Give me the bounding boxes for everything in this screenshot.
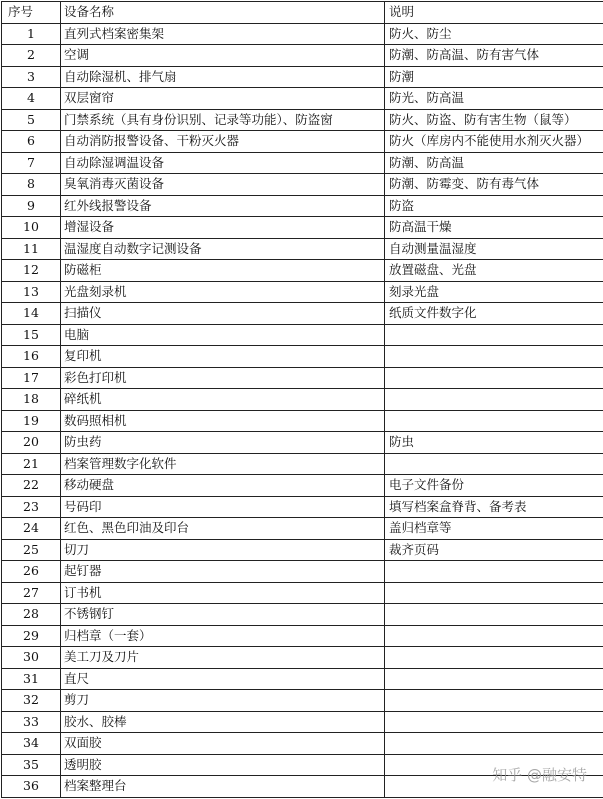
row-serial-number: 25 — [2, 539, 61, 561]
row-equipment-name: 直列式档案密集架 — [61, 23, 385, 45]
table-row — [2, 131, 603, 153]
table-row — [2, 690, 603, 712]
row-description: 盖归档章等 — [385, 518, 603, 540]
row-equipment-name: 防磁柜 — [61, 260, 385, 282]
row-description — [385, 561, 603, 583]
row-equipment-name: 直尺 — [61, 668, 385, 690]
row-description — [385, 668, 603, 690]
row-equipment-name: 胶水、胶棒 — [61, 711, 385, 733]
row-equipment-name: 自动除湿调温设备 — [61, 152, 385, 174]
row-equipment-name: 档案管理数字化软件 — [61, 453, 385, 475]
row-equipment-name: 美工刀及刀片 — [61, 647, 385, 669]
row-equipment-name: 不锈钢钉 — [61, 604, 385, 626]
table-row — [2, 45, 603, 67]
row-serial-number: 11 — [2, 238, 61, 260]
table-row — [2, 410, 603, 432]
row-description — [385, 410, 603, 432]
row-serial-number: 33 — [2, 711, 61, 733]
table-row — [2, 66, 603, 88]
row-equipment-name: 复印机 — [61, 346, 385, 368]
row-equipment-name: 剪刀 — [61, 690, 385, 712]
header-serial-number: 序号 — [2, 2, 61, 24]
row-serial-number: 6 — [2, 131, 61, 153]
row-serial-number: 34 — [2, 733, 61, 755]
table-row — [2, 561, 603, 583]
row-equipment-name: 扫描仪 — [61, 303, 385, 325]
row-description — [385, 733, 603, 755]
row-equipment-name: 自动消防报警设备、干粉灭火器 — [61, 131, 385, 153]
row-description — [385, 690, 603, 712]
row-description: 防火、防尘 — [385, 23, 603, 45]
row-equipment-name: 光盘刻录机 — [61, 281, 385, 303]
table-row — [2, 604, 603, 626]
table-row — [2, 195, 603, 217]
row-equipment-name: 红色、黑色印油及印台 — [61, 518, 385, 540]
row-description — [385, 582, 603, 604]
row-equipment-name: 双面胶 — [61, 733, 385, 755]
row-description: 防潮、防霉变、防有毒气体 — [385, 174, 603, 196]
row-serial-number: 13 — [2, 281, 61, 303]
table-row — [2, 453, 603, 475]
row-equipment-name: 归档章（一套） — [61, 625, 385, 647]
row-equipment-name: 切刀 — [61, 539, 385, 561]
row-description: 电子文件备份 — [385, 475, 603, 497]
row-serial-number: 36 — [2, 776, 61, 798]
row-equipment-name: 空调 — [61, 45, 385, 67]
row-serial-number: 15 — [2, 324, 61, 346]
row-description: 自动测量温湿度 — [385, 238, 603, 260]
row-serial-number: 3 — [2, 66, 61, 88]
table-row — [2, 432, 603, 454]
header-equipment-name: 设备名称 — [61, 2, 385, 24]
row-description — [385, 324, 603, 346]
row-description — [385, 647, 603, 669]
row-description — [385, 367, 603, 389]
row-equipment-name: 门禁系统（具有身份识别、记录等功能）、防盗窗 — [61, 109, 385, 131]
row-equipment-name: 起钉器 — [61, 561, 385, 583]
row-description: 填写档案盒脊背、备考表 — [385, 496, 603, 518]
row-serial-number: 10 — [2, 217, 61, 239]
row-serial-number: 28 — [2, 604, 61, 626]
row-description: 刻录光盘 — [385, 281, 603, 303]
row-serial-number: 8 — [2, 174, 61, 196]
table-row — [2, 582, 603, 604]
row-serial-number: 30 — [2, 647, 61, 669]
row-equipment-name: 透明胶 — [61, 754, 385, 776]
row-description — [385, 625, 603, 647]
table-row — [2, 496, 603, 518]
table-row — [2, 109, 603, 131]
table-row — [2, 152, 603, 174]
row-description: 防火（库房内不能使用水剂灭火器） — [385, 131, 603, 153]
table-row — [2, 668, 603, 690]
row-equipment-name: 碎纸机 — [61, 389, 385, 411]
row-serial-number: 27 — [2, 582, 61, 604]
table-row — [2, 238, 603, 260]
row-serial-number: 29 — [2, 625, 61, 647]
row-serial-number: 17 — [2, 367, 61, 389]
row-equipment-name: 号码印 — [61, 496, 385, 518]
row-description: 防潮 — [385, 66, 603, 88]
row-serial-number: 4 — [2, 88, 61, 110]
row-description: 放置磁盘、光盘 — [385, 260, 603, 282]
table-row — [2, 303, 603, 325]
row-description: 防虫 — [385, 432, 603, 454]
table-row — [2, 389, 603, 411]
row-serial-number: 9 — [2, 195, 61, 217]
row-serial-number: 16 — [2, 346, 61, 368]
row-description: 裁齐页码 — [385, 539, 603, 561]
row-serial-number: 7 — [2, 152, 61, 174]
row-serial-number: 21 — [2, 453, 61, 475]
table-row — [2, 88, 603, 110]
row-equipment-name: 温湿度自动数字记测设备 — [61, 238, 385, 260]
row-description: 防潮、防高温 — [385, 152, 603, 174]
table-row — [2, 475, 603, 497]
row-serial-number: 31 — [2, 668, 61, 690]
table-row — [2, 711, 603, 733]
row-equipment-name: 档案整理台 — [61, 776, 385, 798]
row-description: 防潮、防高温、防有害气体 — [385, 45, 603, 67]
row-serial-number: 20 — [2, 432, 61, 454]
row-description: 防光、防高温 — [385, 88, 603, 110]
table-row — [2, 647, 603, 669]
row-description — [385, 711, 603, 733]
table-row — [2, 260, 603, 282]
row-description: 防高温干燥 — [385, 217, 603, 239]
row-equipment-name: 红外线报警设备 — [61, 195, 385, 217]
table-row — [2, 518, 603, 540]
row-equipment-name: 数码照相机 — [61, 410, 385, 432]
row-equipment-name: 自动除湿机、排气扇 — [61, 66, 385, 88]
row-serial-number: 5 — [2, 109, 61, 131]
row-equipment-name: 增湿设备 — [61, 217, 385, 239]
table-body — [2, 23, 603, 797]
row-description — [385, 453, 603, 475]
row-serial-number: 23 — [2, 496, 61, 518]
row-equipment-name: 双层窗帘 — [61, 88, 385, 110]
watermark: 知乎 @融安特 — [492, 766, 587, 784]
row-serial-number: 1 — [2, 23, 61, 45]
row-serial-number: 24 — [2, 518, 61, 540]
table-row — [2, 324, 603, 346]
table-row — [2, 367, 603, 389]
table-row — [2, 539, 603, 561]
header-description: 说明 — [385, 2, 603, 24]
row-serial-number: 22 — [2, 475, 61, 497]
row-equipment-name: 移动硬盘 — [61, 475, 385, 497]
row-description: 防火、防盗、防有害生物（鼠等） — [385, 109, 603, 131]
equipment-table — [1, 1, 603, 798]
row-equipment-name: 订书机 — [61, 582, 385, 604]
table-row — [2, 733, 603, 755]
row-description: 纸质文件数字化 — [385, 303, 603, 325]
table-row — [2, 346, 603, 368]
row-serial-number: 18 — [2, 389, 61, 411]
row-description — [385, 346, 603, 368]
row-equipment-name: 防虫药 — [61, 432, 385, 454]
table-row — [2, 625, 603, 647]
row-equipment-name: 臭氧消毒灭菌设备 — [61, 174, 385, 196]
row-equipment-name: 彩色打印机 — [61, 367, 385, 389]
row-serial-number: 12 — [2, 260, 61, 282]
row-serial-number: 19 — [2, 410, 61, 432]
table-header-row — [2, 2, 603, 24]
row-equipment-name: 电脑 — [61, 324, 385, 346]
row-description — [385, 389, 603, 411]
row-description — [385, 604, 603, 626]
table-row — [2, 217, 603, 239]
row-serial-number: 26 — [2, 561, 61, 583]
table-row — [2, 281, 603, 303]
row-description: 防盗 — [385, 195, 603, 217]
row-serial-number: 32 — [2, 690, 61, 712]
table-row — [2, 174, 603, 196]
row-serial-number: 14 — [2, 303, 61, 325]
table-row — [2, 23, 603, 45]
row-serial-number: 35 — [2, 754, 61, 776]
row-serial-number: 2 — [2, 45, 61, 67]
